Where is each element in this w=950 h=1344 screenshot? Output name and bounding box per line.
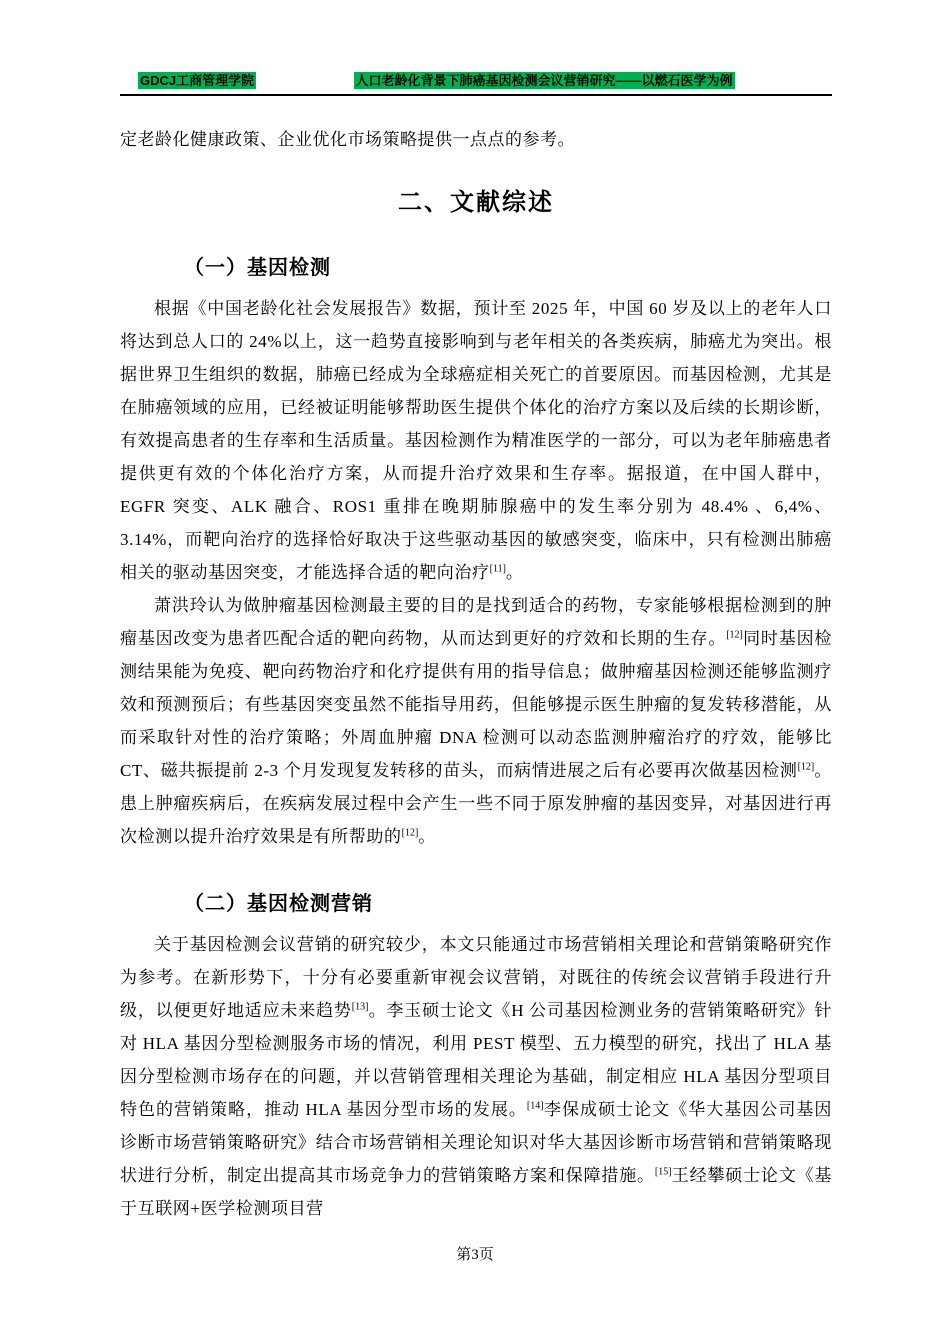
citation-ref: [13] [351, 1001, 369, 1013]
page-content [120, 0, 832, 1225]
paragraph: 关于基因检测会议营销的研究较少，本文只能通过市场营销相关理论和营销策略研究作为参考。在新形势下，十分有必要重新审视会议营销，对既往的传统会议营销手段进行升级，以便更好地适应未来趋势[13]。李玉硕士论文《H 公司基因检测业务的营销策略研究》针对 HLA 基因分型检测服务市场的情况，利用 PEST 模型、五力模型的研究，找出了 HLA 基因分型检测市场存在的问题，并以营销管理相关理论为基础，制定相应 HLA 基因分型项目特色的营销策略，推动 HLA 基因分型市场的发展。[14]李保成硕士论文《华大基因公司基因诊断市场营销策略研究》结合市场营销相关理论知识对华大基因诊断市场营销和营销策略现状进行分析，制定出提高其市场竞争力的营销策略方案和保障措施。[15]王经攀硕士论文《基于互联网+医学检测项目营 [120, 935, 833, 1218]
chapter-title: 二、文献综述 [398, 189, 554, 216]
page-footer [0, 1243, 950, 1264]
page-number: 第3页 [456, 1247, 494, 1263]
header-thesis-title [256, 72, 832, 89]
citation-ref: [14] [526, 1100, 544, 1112]
citation-ref: [12] [401, 827, 419, 839]
citation-ref: [12] [726, 629, 743, 641]
carryover-paragraph: 定老龄化健康政策、企业优化市场策略提供一点点的参考。 [120, 130, 575, 149]
citation-ref: [15] [654, 1166, 672, 1178]
section-heading-gene-testing: （一）基因检测 [184, 257, 331, 279]
citation-ref: [12] [797, 761, 815, 773]
page-header [120, 0, 832, 96]
header-title-highlight: 人口老龄化背景下肺癌基因检测会议营销研究——以燃石医学为例 [355, 73, 733, 88]
header-school-label [138, 72, 256, 89]
paragraph: 根据《中国老龄化社会发展报告》数据，预计至 2025 年，中国 60 岁及以上的老年人口将达到总人口的 24%以上，这一趋势直接影响到与老年相关的各类疾病，肺癌尤为突出。根据世界卫生组织的数据，肺癌已经成为全球癌症相关死亡的首要原因。而基因检测，尤其是在肺癌领域的应用，已经被证明能够帮助医生提供个体化的治疗方案以及后续的长期诊断，有效提高患者的生存率和生活质量。基因检测作为精准医学的一部分，可以为老年肺癌患者提供更有效的个体化治疗方案，从而提升治疗效果和生存率。据报道，在中国人群中，EGFR 突变、ALK 融合、ROS1 重排在晚期肺腺癌中的发生率分别为 48.4% 、6,4%、3.14%，而靶向治疗的选择恰好取决于这些驱动基因的敏感突变，临床中，只有检测出肺癌相关的驱动基因突变，才能选择合适的靶向治疗[11]。 [120, 299, 832, 582]
paragraph: 萧洪玲认为做肿瘤基因检测最主要的目的是找到适合的药物，专家能够根据检测到的肿瘤基因改变为患者匹配合适的靶向药物，从而达到更好的疗效和长期的生存。[12]同时基因检测结果能为免疫、靶向药物治疗和化疗提供有用的指导信息；做肿瘤基因检测还能够监测疗效和预测预后；有些基因突变虽然不能指导用药，但能够提示医生肿瘤的复发转移潜能，从而采取针对性的治疗策略；外周血肿瘤 DNA 检测可以动态监测肿瘤治疗的疗效，能够比 CT、磁共振提前 2-3 个月发现复发转移的苗头，而病情进展之后有必要再次做基因检测[12]。患上肿瘤疾病后，在疾病发展过程中会产生一些不同于原发肿瘤的基因变异，对基因进行再次检测以提升治疗效果是有所帮助的[12]。 [120, 596, 833, 846]
citation-ref: [11] [489, 563, 506, 575]
header-school-highlight: GDCJ工商管理学院 [140, 73, 255, 88]
section-heading-gene-testing-marketing: （二）基因检测营销 [184, 893, 373, 915]
